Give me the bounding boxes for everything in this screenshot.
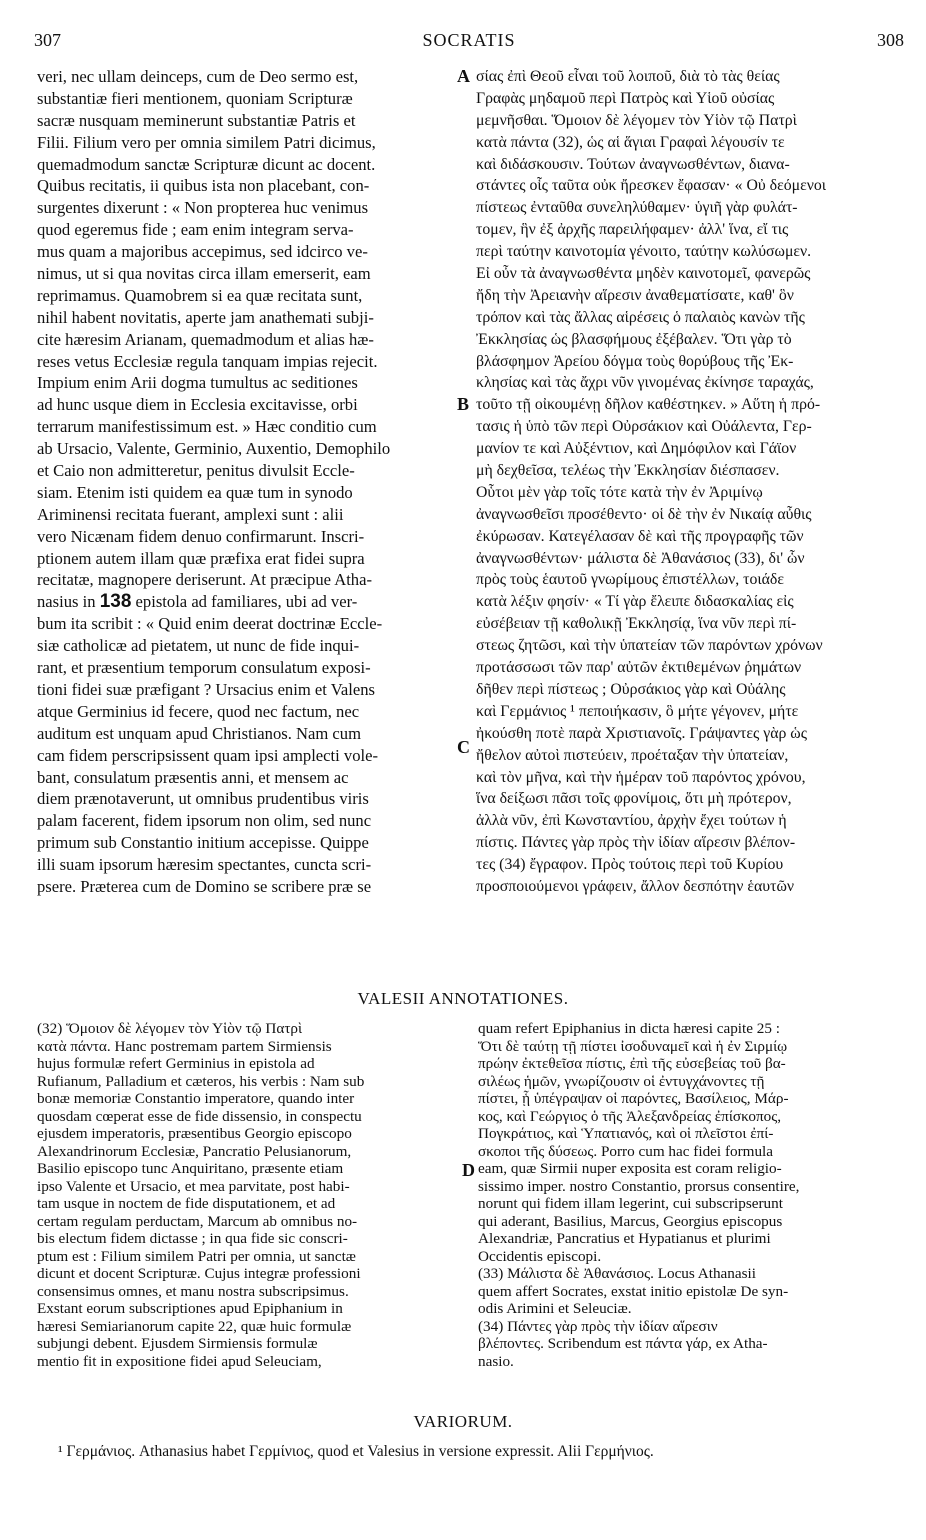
latin-text-line: Ariminensi recitata fuerant, amplexi sunt : alii [37,504,344,524]
greek-text-line: στεως ζητῶσι, καὶ τὴν ὑπατείαν τῶν παρόντων χρόνων [476,637,823,655]
latin-text-line: recitatæ, magnopere deriserunt. At præcipue Atha- [37,570,372,590]
note-line: consensimus omnes, et manu nostra subscripsimus. [37,1282,349,1300]
greek-text-line: μὴ δεχθεῖσα, τελέως τὴν Ἐκκλησίαν διέσπασεν. [476,462,780,480]
note-line: quem affert Socrates, exstat initio epistolæ De syn- [478,1282,789,1300]
latin-text-line: primum sub Constantio initium accepisse. Quippe [37,833,369,853]
greek-text-line: τομεν, ἣν ἐξ ἀρχῆς παρειλήφαμεν· ἀλλ' ἵνα, εἴ τις [476,221,789,239]
margin-marker-c: C [457,737,470,757]
margin-marker-a: A [457,66,470,86]
latin-text-column [37,66,455,898]
greek-text-line: μεμνῆσθαι. Ὅμοιον δὲ λέγομεν τὸν Υἱὸν τῷ Πατρὶ [476,111,797,129]
note-line: (32) Ὅμοιον δὲ λέγομεν τὸν Υἱὸν τῷ Πατρὶ [37,1020,303,1037]
greek-text-line: πίστεως ἐνταῦθα συνεληλύθαμεν· ὑγιῆ γὰρ φυλάτ- [476,199,798,217]
greek-text-line: ἀναγνωσθέντων· μάλιστα δὲ Ἀθανάσιος (33), δι' ὧν [476,549,805,567]
note-line: subjungi debent. Ejusdem Sirmiensis formulæ [37,1335,318,1352]
note-line: bonæ memoriæ Constantio imperatore, quando inter [37,1090,355,1107]
greek-text-line: ἀναγνωσθεῖσι προσέθεντο· οἱ δὲ τὴν ἐν Νικαίᾳ αὖθις [476,505,812,523]
margin-marker-b: B [457,394,470,414]
latin-text-line: substantiæ fieri mentionem, quoniam Scripturæ [37,88,353,108]
greek-text-line: προτάσσωσι τῶν παρ' αὐτῶν ἐκτιθεμένων ῥημάτων [476,659,802,677]
note-line: πρώην ἐκτεθεῖσα πίστις, ἐπὶ τῆς εὐσεβείας τοῦ βα- [478,1055,786,1072]
latin-text-line: illi suam ipsorum hæresim spectantes, cuncta scri- [37,855,372,875]
greek-text-line: πίστις. Πάντες γὰρ πρὸς τὴν ἰδίαν αἵρεσιν βλέπον- [476,834,796,852]
note-line: norunt qui fidem illam legerint, cui subscripserunt [478,1195,783,1212]
note-line: (34) Πάντες γὰρ πρὸς τὴν ἰδίαν αἵρεσιν [478,1317,718,1335]
page-number-left: 307 [34,30,61,50]
greek-text-line: ἠκούσθη ποτὲ παρὰ Χριστιανοῖς. Γράψαντες γὰρ ὡς [476,724,807,742]
note-line: ipso Valente et Ursacio, et mea parvitate, post habi- [37,1177,350,1195]
edition-page-number: 138 [99,591,132,613]
note-line: βλέποντες. Scribendum est πάντα γάρ, ex Atha- [478,1335,768,1352]
latin-text-line: reses vetus Ecclesiæ regula tanquam impias rejecit. [37,351,378,371]
greek-text-line: κατὰ λέξιν φησίν· « Τί γὰρ ἔλειπε διδασκαλίας εἰς [476,593,794,611]
greek-text-line: σίας ἐπὶ Θεοῦ εἶναι τοῦ λοιποῦ, διὰ τὸ τὰς θείας [476,68,780,85]
note-line: certam regulam perductam, Marcum ab omnibus no- [37,1212,358,1230]
note-line: quosdam cœperat esse de fide dissensio, in conspectu [37,1107,362,1125]
greek-text-line: καὶ διδάσκουσιν. Τούτων ἀναγνωσθέντων, διανα- [476,155,790,173]
note-line: (33) Μάλιστα δὲ Ἀθανάσιος. Locus Athanasii [478,1265,756,1282]
latin-text-line: nihil habent novitatis, aperte jam anathemati subji- [37,307,374,327]
page-number-right: 308 [877,30,904,50]
latin-text-line: Impium enim Arii dogma tumultus ac seditiones [37,373,358,393]
greek-text-line: στάντες οἷς ταῦτα οὐκ ἤρεσκεν ἔφασαν· « Οὐ δεόμενοι [476,177,827,195]
note-line: Basilio episcopo tunc Anquiritano, præsente etiam [37,1160,344,1177]
latin-text-fragment: nasius in [37,592,100,612]
variorum-footnote: ¹ Γερμάνιος. Athanasius habet Γερμίνιος, quod et Valesius in versione expressit. Alii Γερμήνιος. [58,1443,654,1460]
greek-text-line: βλάσφημον Ἀρείου δόγμα τοὺς θορύβους τῆς Ἐκ- [476,352,794,370]
note-line: ejusdem imperatoris, præsentibus Georgio episcopo [37,1125,352,1142]
latin-text-line: veri, nec ullam deinceps, cum de Deo sermo est, [37,67,359,86]
greek-text-line: τες (34) ἔγραφον. Πρὸς τούτοις περὶ τοῦ Κυρίου [476,856,784,874]
greek-text-line: ἤδη τὴν Ἀρειανὴν αἵρεσιν ἀναθεματίσατε, καθ' ὃν [476,286,794,304]
greek-text-line: ἵνα δείξωσι πᾶσι τοῖς φρονίμοις, ὅτι μὴ πρότερον, [476,790,792,808]
latin-text-line: vero Nicænam fidem denuo confirmarunt. Inscri- [37,526,365,546]
latin-text-line: diem prænotaverunt, ut omnibus prudentibus viris [37,789,369,809]
latin-text-line: et Caio non admitteretur, penitus divulsit Eccle- [37,461,355,481]
note-line: Πογκράτιος, καὶ Ὑπατιανός, καὶ οἱ πλεῖστοι ἐπί- [478,1125,774,1142]
greek-text-column [476,66,916,898]
latin-text-line: ptionem autem illam quæ præfixa erat fidei supra [37,548,365,568]
latin-text-line: terrarum manifestissimum est. » Hæc conditio cum [37,417,377,437]
greek-text-line: Γραφὰς μηδαμοῦ περὶ Πατρὸς καὶ Υἱοῦ οὐσίας [476,89,775,107]
greek-text-line: εὐσέβειαν τῇ καθολικῇ Ἐκκλησίᾳ, ἵνα νῦν περὶ πί- [476,615,797,633]
note-line: odis Arimini et Seleuciæ. [478,1300,632,1317]
note-line: quam refert Epiphanius in dicta hæresi capite 25 : [478,1020,780,1037]
greek-text-line: τοῦτο τῇ οἰκουμένῃ δῆλον καθέστηκεν. » Αὕτη ἡ πρό- [476,396,821,414]
note-line: κατὰ πάντα. Hanc postremam partem Sirmiensis [37,1037,332,1055]
variorum-section-title: VARIORUM. [413,1412,513,1431]
latin-text-line: cite hæresim Arianam, quemadmodum et alias hæ- [37,329,374,349]
greek-text-line: καὶ τὸν μῆνα, καὶ τὴν ἡμέραν τοῦ παρόντος χρόνου, [476,768,806,786]
latin-text-line: cam fidem perscripsissent quam ipsi amplecti vole- [37,745,378,765]
latin-text-line: tioni fidei suæ præfigant ? Ursacius enim et Valens [37,679,375,699]
greek-text-line: προσποιούμενοι γράφειν, ἄλλον δεσπότην ἑαυτῶν [476,877,795,895]
latin-text-line [37,591,455,613]
note-line: σιλέως ἡμῶν, γνωρίζουσιν οἱ ἐντυγχάνοντες τῇ [478,1072,765,1090]
latin-text-line: ab Ursacio, Valente, Germinio, Auxentio, Demophilo [37,439,391,459]
note-line: κος, καὶ Γεώργιος ὁ τῆς Ἀλεξανδρείας ἐπίσκοπος, [478,1107,782,1125]
latin-text-line: nimus, ut si qua novitas circa illam emerserit, eam [37,264,371,284]
note-line: Ὅτι δὲ ταύτῃ τῇ πίστει ἰσοδυναμεῖ καὶ ἡ ἐν Σιρμίῳ [478,1037,788,1055]
note-line: Exstant eorum subscriptiones apud Epiphanium in [37,1300,343,1317]
latin-text-line: quemadmodum sanctæ Scripturæ dicunt ac docent. [37,154,376,174]
note-line: πίστει, ᾗ ὑπέγραψαν οἱ παρόντες, Βασίλειος, Μάρ- [478,1090,789,1107]
greek-text-line: Εἰ οὖν τὰ ἀναγνωσθέντα μηδὲν καινοτομεῖ, φανερῶς [476,265,811,283]
note-line: σκοποι τῆς δύσεως. Porro cum hac fidei formula [478,1142,774,1160]
latin-text-line: mus quam a majoribus accepimus, sed idcirco ve- [37,242,368,262]
note-line: qui aderant, Basilius, Marcus, Georgius episcopus [478,1212,783,1230]
note-line: bis electum fidem dictasse ; in qua fide sic conscri- [37,1230,348,1247]
latin-text-line: reprimamus. Quamobrem si ea quæ recitata sunt, [37,285,363,305]
latin-text-line: rant, et præsentium temporum consulatum exposi- [37,658,371,678]
note-line: eam, quæ Sirmii nuper exposita est coram religio- [478,1160,782,1177]
latin-text-line: siam. Etenim isti quidem ea quæ tum in synodo [37,482,353,502]
note-line: hujus formulæ refert Germinius in epistola ad [37,1055,315,1072]
latin-text-line: palam facerent, fidem ipsorum non olim, sed nunc [37,811,372,831]
notes-section-title: VALESII ANNOTATIONES. [357,989,569,1008]
page-header [34,30,904,60]
greek-text-line: καὶ Γερμάνιος ¹ πεποιήκασιν, ὃ μήτε γέγονεν, μήτε [476,702,799,720]
note-line: Alexandrinorum Ecclesiæ, Pancratio Pelusianorum, [37,1142,352,1160]
greek-text-line: Ἐκκλησίας ὡς βλασφήμους ἐξέβαλεν. Ὅτι γὰρ τὸ [476,330,792,348]
note-line: hæresi Semiarianorum capite 22, quæ huic formulæ [37,1317,352,1335]
latin-text-line: Filii. Filium vero per omnia similem Patri dicimus, [37,132,376,152]
greek-text-line: κλησίας καὶ τὰς ἄχρι νῦν γινομένας ἐκίνησε ταραχάς, [476,374,814,392]
running-title: SOCRATIS [422,30,516,50]
greek-text-line: ἀλλὰ νῦν, ἐπὶ Κωνσταντίου, ἀρχὴν ἔχει τούτων ἡ [476,812,787,830]
margin-marker-d: D [462,1160,475,1180]
notes-right-column [478,1020,918,1370]
latin-text-line: atque Germinius id fecere, quod nec factum, nec [37,701,360,721]
latin-text-line: bant, consulatum præsentis anni, et mensem ac [37,767,349,787]
latin-text-line: psere. Præterea cum de Domino se scribere præ se [37,876,372,896]
latin-text-line: ad hunc usque diem in Ecclesia excitavisse, orbi [37,395,358,415]
greek-text-line: κατὰ πάντα (32), ὡς αἱ ἅγιαι Γραφαὶ λέγουσίν τε [476,133,785,151]
latin-text-line: siæ catholicæ ad pietatem, ut nunc de fide inqui- [37,636,360,656]
note-line: sissimo imper. nostro Constantio, prorsus consentire, [478,1177,800,1195]
latin-text-line: bum ita scribit : « Quid enim deerat doctrinæ Eccle- [37,614,383,634]
greek-text-line: περὶ ταύτην καινοτομία γένοιτο, ταύτην κωλύσωμεν. [476,243,812,261]
note-line: dicunt et docent Scripturæ. Cujus integræ professioni [37,1265,361,1282]
note-line: nasio. [478,1352,514,1370]
latin-text-line: auditum est unquam apud Christianos. Nam cum [37,723,361,743]
greek-text-line: μανίον τε καὶ Αὐξέντιον, καὶ Δημόφιλον καὶ Γάϊον [476,440,797,458]
note-line: Occidentis episcopi. [478,1247,602,1265]
latin-text-line: sacræ nusquam meminerunt substantiæ Patris et [37,110,356,130]
note-line: ptum est : Filium similem Patri per omnia, ut sanctæ [37,1247,356,1265]
latin-text-fragment: epistola ad familiares, ubi ad ver- [131,592,358,612]
note-line: Alexandriæ, Pancratius et Hypatianus et plurimi [478,1230,771,1247]
greek-text-line: ἐκύρωσαν. Κατεγέλασαν δὲ καὶ τῆς προγραφῆς τῶν [476,527,804,545]
note-line: Rufianum, Palladium et cæteros, his verbis : Nam sub [37,1072,365,1090]
greek-text-line: ἤθελον αὐτοὶ πιστεύειν, προέταξαν τὴν ὑπατείαν, [476,746,789,764]
note-line: mentio fit in expositione fidei apud Seleuciam, [37,1352,322,1370]
greek-text-line: τρόπον καὶ τὰς ἄλλας αἱρέσεις ὁ παλαιὸς κανὼν τῆς [476,308,805,326]
greek-text-line: δῆθεν περὶ πίστεως ; Οὐρσάκιος γὰρ καὶ Οὐάλης [476,680,786,698]
greek-text-line: πρὸς τοὺς ἑαυτοῦ γνωρίμους ἐπιστέλλων, τοιάδε [476,571,784,589]
latin-text-line: Quibus recitatis, ii quibus ista non placebant, con- [37,176,370,196]
greek-text-line: Οὗτοι μὲν γὰρ τοῖς τότε κατὰ τὴν ἐν Ἀριμίνῳ [476,483,763,501]
latin-text-line: quod egeremus fide ; eam enim integram serva- [37,220,354,240]
latin-text-line: surgentes dixerunt : « Non propterea huc venimus [37,198,369,218]
notes-left-column [37,1020,467,1370]
note-line: tam usque in noctem de fide disputationem, et ad [37,1195,336,1212]
greek-text-line: τασις ἡ ὑπὸ τῶν περὶ Οὐρσάκιον καὶ Οὐάλεντα, Γερ- [476,418,812,436]
